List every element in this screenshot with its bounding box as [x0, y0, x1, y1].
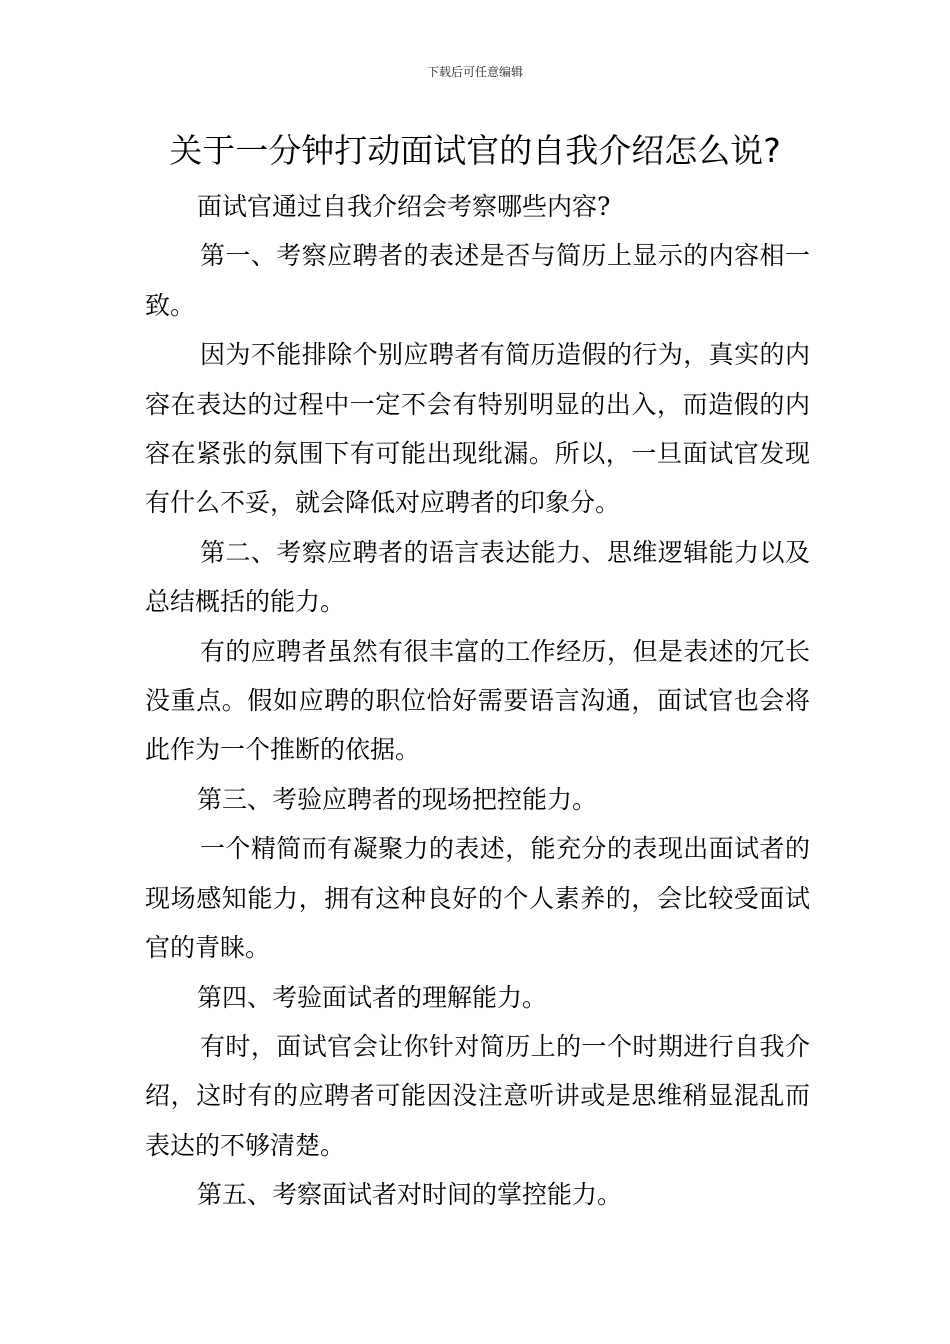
paragraph-point-2: 第二、考察应聘者的语言表达能力、思维逻辑能力以及总结概括的能力。	[145, 537, 810, 617]
paragraph-explanation-2: 有的应聘者虽然有很丰富的工作经历，但是表述的冗长没重点。假如应聘的职位恰好需要语言沟通，面试官也会将此作为一个推断的依据。	[145, 636, 810, 765]
paragraph-point-4: 第四、考验面试者的理解能力。	[197, 982, 548, 1012]
paragraph-explanation-1: 因为不能排除个别应聘者有简历造假的行为，真实的内容在表达的过程中一定不会有特别明显的出入，而造假的内容在紧张的氛围下有可能出现纰漏。所以，一旦面试官发现有什么不妥，就会降低对应聘者的印象分。	[145, 340, 810, 518]
paragraph-point-3: 第三、考验应聘者的现场把控能力。	[197, 784, 598, 814]
document-title: 关于一分钟打动面试官的自我介绍怎么说?	[169, 131, 781, 170]
paragraph-explanation-4: 有时，面试官会让你针对简历上的一个时期进行自我介绍，这时有的应聘者可能因没注意听讲或是思维稍显混乱而表达的不够清楚。	[145, 1031, 810, 1160]
paragraph-point-5: 第五、考察面试者对时间的掌控能力。	[197, 1180, 623, 1210]
document-subtitle: 面试官通过自我介绍会考察哪些内容?	[197, 192, 611, 221]
paragraph-explanation-3: 一个精简而有凝聚力的表述，能充分的表现出面试者的现场感知能力，拥有这种良好的个人素养的，会比较受面试官的青睐。	[145, 834, 810, 963]
page-header-note: 下载后可任意编辑	[426, 65, 523, 79]
paragraph-point-1: 第一、考察应聘者的表述是否与简历上显示的内容相一致。	[145, 241, 810, 320]
document-body	[145, 182, 810, 1220]
